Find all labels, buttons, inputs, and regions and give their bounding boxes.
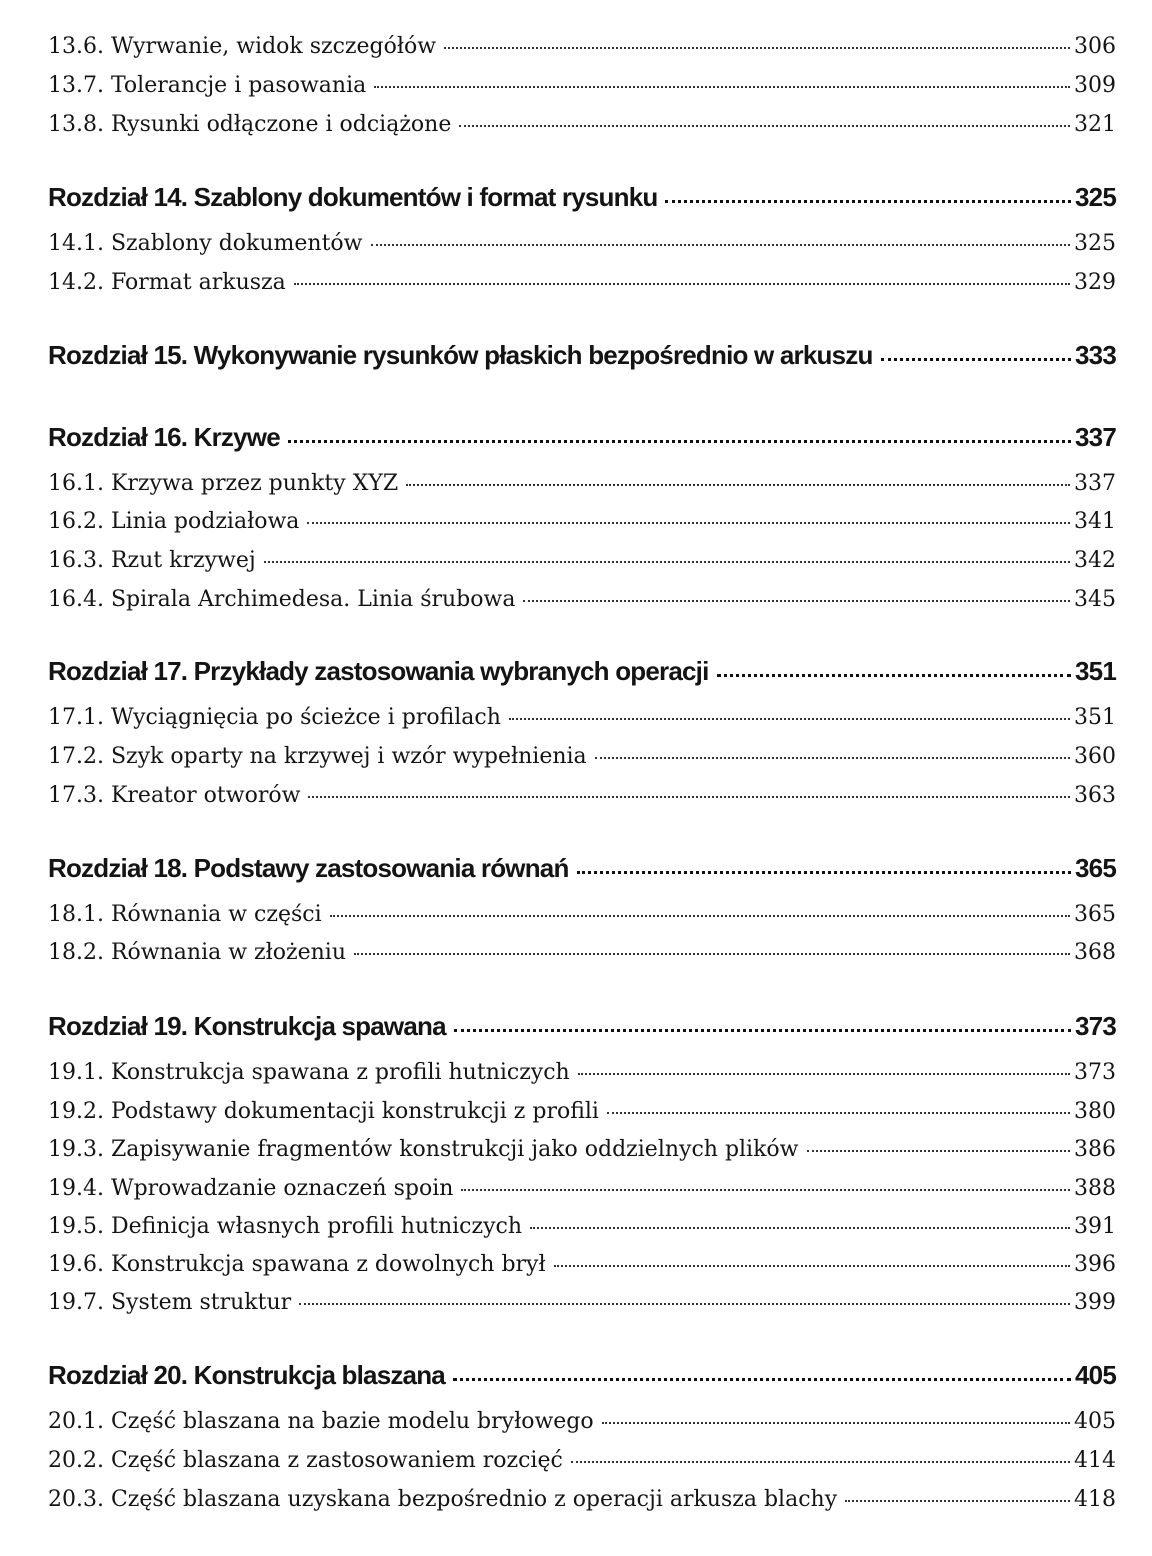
dot-leader bbox=[717, 654, 1072, 680]
toc-section-entry bbox=[48, 1173, 1116, 1203]
toc-section-entry bbox=[48, 31, 1116, 61]
toc-page-number: 341 bbox=[1074, 509, 1116, 534]
toc-page-number: 405 bbox=[1075, 1360, 1116, 1390]
toc-page-number: 360 bbox=[1074, 744, 1116, 769]
toc-entry-title: 18.2. Równania w złożeniu bbox=[48, 940, 346, 965]
dot-leader bbox=[845, 1484, 1070, 1506]
toc-page-number: 342 bbox=[1074, 548, 1116, 573]
toc-entry-title: 13.7. Tolerancje i pasowania bbox=[48, 73, 367, 98]
toc-section-entry bbox=[48, 1484, 1116, 1514]
dot-leader bbox=[554, 1249, 1070, 1271]
dot-leader bbox=[264, 545, 1070, 567]
toc-entry-title: 19.1. Konstrukcja spawana z profili hutniczych bbox=[48, 1060, 570, 1085]
toc-section-entry bbox=[48, 1287, 1116, 1317]
dot-leader bbox=[571, 1445, 1070, 1467]
toc-page-number: 325 bbox=[1075, 182, 1116, 212]
toc-page-number: 399 bbox=[1074, 1290, 1116, 1315]
toc-section-entry bbox=[48, 506, 1116, 536]
dot-leader bbox=[371, 228, 1071, 250]
toc-page-number: 309 bbox=[1074, 73, 1116, 98]
toc-page-number: 321 bbox=[1074, 112, 1116, 137]
dot-leader bbox=[406, 468, 1070, 490]
toc-page-number: 363 bbox=[1074, 783, 1116, 808]
dot-leader bbox=[807, 1134, 1070, 1156]
toc-entry-title: 16.1. Krzywa przez punkty XYZ bbox=[48, 471, 399, 496]
dot-leader bbox=[294, 267, 1070, 289]
toc-entry-title: 20.2. Część blaszana z zastosowaniem rozcięć bbox=[48, 1448, 563, 1473]
toc-page-number: 391 bbox=[1074, 1214, 1116, 1239]
toc-page-number: 351 bbox=[1074, 705, 1116, 730]
toc-page-number: 337 bbox=[1075, 422, 1116, 452]
toc-entry-title: 19.3. Zapisywanie fragmentów konstrukcji jako oddzielnych plików bbox=[48, 1137, 799, 1162]
toc-entry-title: 14.2. Format arkusza bbox=[48, 270, 286, 295]
toc-page-number: 337 bbox=[1074, 471, 1116, 496]
dot-leader bbox=[308, 780, 1070, 802]
toc-entry-title: Rozdział 16. Krzywe bbox=[48, 422, 280, 452]
toc-section-entry bbox=[48, 109, 1116, 139]
dot-leader bbox=[881, 338, 1071, 364]
toc-section-entry bbox=[48, 702, 1116, 732]
toc-section-entry bbox=[48, 1211, 1116, 1241]
toc-section-entry bbox=[48, 741, 1116, 771]
toc-page-number: 405 bbox=[1074, 1409, 1116, 1434]
toc-chapter-heading bbox=[48, 338, 1116, 372]
toc-page-number: 333 bbox=[1075, 340, 1116, 370]
toc-section-entry bbox=[48, 1057, 1116, 1087]
toc-page-number: 365 bbox=[1074, 902, 1116, 927]
toc-section-entry bbox=[48, 780, 1116, 810]
toc-chapter-heading bbox=[48, 420, 1116, 454]
toc-entry-title: 13.8. Rysunki odłączone i odciążone bbox=[48, 112, 452, 137]
toc-entry-title: 19.2. Podstawy dokumentacji konstrukcji z profili bbox=[48, 1099, 599, 1124]
toc-entry-title: Rozdział 15. Wykonywanie rysunków płaskich bezpośrednio w arkuszu bbox=[48, 340, 873, 370]
toc-entry-title: Rozdział 18. Podstawy zastosowania równań bbox=[48, 853, 569, 883]
toc-entry-title: 16.4. Spirala Archimedesa. Linia śrubowa bbox=[48, 587, 516, 612]
toc-section-entry bbox=[48, 937, 1116, 967]
toc-section-entry bbox=[48, 1134, 1116, 1164]
toc-page-number: 345 bbox=[1074, 587, 1116, 612]
dot-leader bbox=[330, 899, 1070, 921]
dot-leader bbox=[459, 109, 1070, 131]
dot-leader bbox=[523, 584, 1070, 606]
dot-leader bbox=[299, 1287, 1070, 1309]
dot-leader bbox=[509, 702, 1070, 724]
toc-page-number: 373 bbox=[1075, 1011, 1116, 1041]
toc-entry-title: 17.1. Wyciągnięcia po ścieżce i profilach bbox=[48, 705, 501, 730]
toc-chapter-heading bbox=[48, 851, 1116, 885]
dot-leader bbox=[288, 420, 1071, 446]
dot-leader bbox=[444, 31, 1070, 53]
dot-leader bbox=[607, 1096, 1070, 1118]
toc-section-entry bbox=[48, 1445, 1116, 1475]
toc-entry-title: 16.2. Linia podziałowa bbox=[48, 509, 300, 534]
toc-entry-title: Rozdział 20. Konstrukcja blaszana bbox=[48, 1360, 445, 1390]
toc-entry-title: 19.4. Wprowadzanie oznaczeń spoin bbox=[48, 1176, 454, 1201]
toc-section-entry bbox=[48, 1249, 1116, 1279]
toc-chapter-heading bbox=[48, 1358, 1116, 1392]
toc-page-number: 380 bbox=[1074, 1099, 1116, 1124]
toc-page-number: 373 bbox=[1074, 1060, 1116, 1085]
toc-section-entry bbox=[48, 584, 1116, 614]
toc-page-number: 368 bbox=[1074, 940, 1116, 965]
toc-page-number: 414 bbox=[1074, 1448, 1116, 1473]
toc-page-number: 388 bbox=[1074, 1176, 1116, 1201]
toc-entry-title: 17.3. Kreator otworów bbox=[48, 783, 301, 808]
dot-leader bbox=[354, 937, 1070, 959]
toc-entry-title: 19.7. System struktur bbox=[48, 1290, 292, 1315]
dot-leader bbox=[595, 741, 1070, 763]
toc-section-entry bbox=[48, 545, 1116, 575]
toc-page-number: 351 bbox=[1075, 656, 1116, 686]
toc-page-number: 396 bbox=[1074, 1252, 1116, 1277]
toc-entry-title: 14.1. Szablony dokumentów bbox=[48, 231, 363, 256]
dot-leader bbox=[454, 1009, 1071, 1035]
toc-page-number: 306 bbox=[1074, 34, 1116, 59]
toc-section-entry bbox=[48, 1406, 1116, 1436]
dot-leader bbox=[453, 1358, 1071, 1384]
toc-page-number: 365 bbox=[1075, 853, 1116, 883]
toc-entry-title: 16.3. Rzut krzywej bbox=[48, 548, 256, 573]
toc-entry-title: 20.3. Część blaszana uzyskana bezpośrednio z operacji arkusza blachy bbox=[48, 1487, 838, 1512]
toc-section-entry bbox=[48, 70, 1116, 100]
toc-section-entry bbox=[48, 1096, 1116, 1126]
toc-page-number: 329 bbox=[1074, 270, 1116, 295]
toc-entry-title: 18.1. Równania w części bbox=[48, 902, 322, 927]
toc-chapter-heading bbox=[48, 654, 1116, 688]
dot-leader bbox=[665, 180, 1071, 206]
toc-chapter-heading bbox=[48, 1009, 1116, 1043]
dot-leader bbox=[577, 851, 1071, 877]
toc-section-entry bbox=[48, 267, 1116, 297]
toc-entry-title: 19.6. Konstrukcja spawana z dowolnych brył bbox=[48, 1252, 546, 1277]
toc-entry-title: Rozdział 19. Konstrukcja spawana bbox=[48, 1011, 446, 1041]
dot-leader bbox=[530, 1211, 1070, 1233]
toc-section-entry bbox=[48, 228, 1116, 258]
toc-entry-title: Rozdział 17. Przykłady zastosowania wybranych operacji bbox=[48, 656, 709, 686]
dot-leader bbox=[578, 1057, 1070, 1079]
toc-section-entry bbox=[48, 899, 1116, 929]
toc-entry-title: 17.2. Szyk oparty na krzywej i wzór wypełnienia bbox=[48, 744, 587, 769]
toc-section-entry bbox=[48, 468, 1116, 498]
toc-entry-title: 19.5. Definicja własnych profili hutniczych bbox=[48, 1214, 523, 1239]
toc-entry-title: Rozdział 14. Szablony dokumentów i format rysunku bbox=[48, 182, 658, 212]
toc-page-number: 418 bbox=[1074, 1487, 1116, 1512]
toc-entry-title: 20.1. Część blaszana na bazie modelu bryłowego bbox=[48, 1409, 594, 1434]
toc-entry-title: 13.6. Wyrwanie, widok szczegółów bbox=[48, 34, 437, 59]
dot-leader bbox=[461, 1173, 1070, 1195]
toc-page-number: 325 bbox=[1074, 231, 1116, 256]
dot-leader bbox=[374, 70, 1070, 92]
toc-chapter-heading bbox=[48, 180, 1116, 214]
dot-leader bbox=[307, 506, 1070, 528]
toc-page-number: 386 bbox=[1074, 1137, 1116, 1162]
dot-leader bbox=[602, 1406, 1070, 1428]
